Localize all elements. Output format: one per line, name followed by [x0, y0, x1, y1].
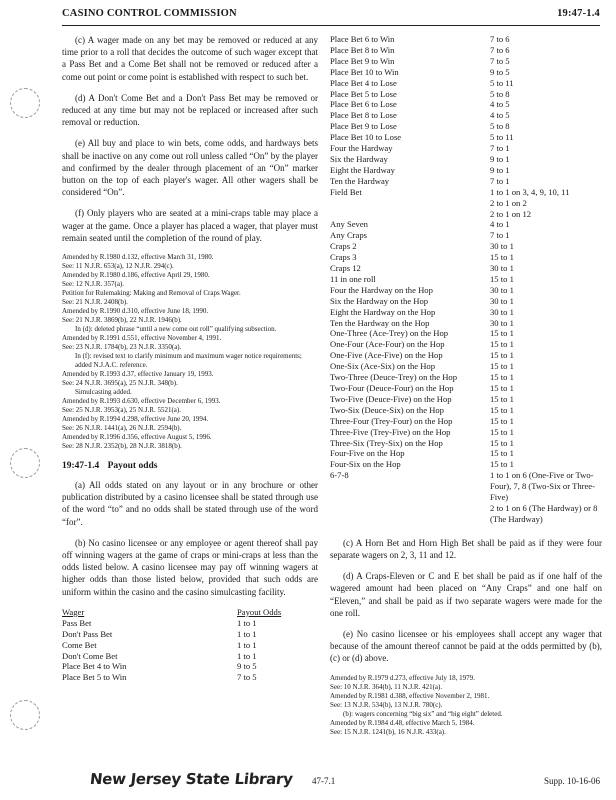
odds-cell [490, 307, 602, 318]
odds-line: 15 to 1 [490, 372, 514, 383]
odds-line: 30 to 1 [490, 317, 514, 328]
history-note: Amended by R.1980 d.132, effective March 31, 1980. [62, 253, 214, 262]
odds-cell [490, 143, 602, 154]
odds-line: 7 to 1 [490, 175, 510, 186]
odds-line: 5 to 8 [490, 121, 510, 132]
odds-row [330, 296, 602, 307]
odds-line: 5 to 11 [490, 132, 514, 143]
wager-cell: Craps 3 [330, 252, 357, 263]
wager-cell: Four the Hardway [330, 143, 393, 154]
odds-line: 4 to 5 [490, 110, 510, 121]
history-note: Amended by R.1994 d.298, effective June 20, 1994. [62, 415, 209, 424]
wager-cell: Two-Three (Deuce-Trey) on the Hop [330, 372, 457, 383]
odds-line: 15 to 1 [490, 350, 514, 361]
wager-cell: Four-Six on the Hop [330, 459, 401, 470]
header-payout-odds: Payout Odds [237, 606, 282, 617]
odds-row [330, 165, 602, 176]
wager-cell: Place Bet 4 to Lose [330, 77, 397, 88]
binder-holes [10, 0, 40, 800]
wager-cell: Place Bet 6 to Win [330, 34, 395, 44]
odds-row [330, 110, 602, 121]
left-column [62, 34, 318, 683]
paragraph: (c) A Horn Bet and Horn High Bet shall be paid as if they were four separate wagers on 2, 3, 11 and 12. [330, 537, 602, 560]
wager-cell: One-Three (Ace-Trey) on the Hop [330, 328, 449, 339]
odds-line: 15 to 1 [490, 252, 514, 263]
odds-cell [237, 640, 281, 651]
odds-row [62, 640, 281, 651]
paragraph: (a) All odds stated on any layout or in any brochure or other publication distributed by a casino licensee shall be stated through use of the word “to” and no odds shall be stated through use of the word “for”. [62, 480, 318, 527]
history-note: Simulcasting added. [75, 388, 132, 397]
history-note: See: 23 N.J.R. 1784(b), 23 N.J.R. 3350(a). [62, 343, 182, 352]
odds-cell [237, 629, 281, 640]
odds-line: 1 to 1 on 3, 4, 9, 10, 11 [490, 186, 570, 197]
odds-line: 1 to 1 [237, 639, 257, 650]
wager-cell: Place Bet 8 to Lose [330, 110, 397, 121]
odds-line: 7 to 5 [490, 55, 510, 66]
wager-cell: Six the Hardway [330, 153, 388, 164]
section-paragraphs [62, 479, 318, 598]
wager-cell: Pass Bet [62, 617, 92, 628]
odds-line: 15 to 1 [490, 383, 514, 393]
wager-cell: Field Bet [330, 186, 362, 197]
odds-cell [490, 339, 602, 350]
odds-cell [490, 274, 602, 285]
history-note: Amended by R.1996 d.356, effective August 5, 1996. [62, 433, 212, 442]
wager-cell: One-Six (Ace-Six) on the Hop [330, 361, 436, 372]
odds-line: 9 to 5 [237, 661, 257, 672]
page-number: 47-7.1 [312, 776, 336, 786]
odds-line: 2 to 1 on 12 [490, 208, 532, 219]
odds-cell [237, 618, 281, 629]
history-note: See: 28 N.J.R. 2352(b), 28 N.J.R. 3818(b). [62, 442, 182, 451]
odds-cell [490, 241, 602, 252]
odds-line: 15 to 1 [490, 328, 514, 339]
history-note: Amended by R.1990 d.310, effective June 18, 1990. [62, 307, 209, 316]
wager-cell: Place Bet 10 to Lose [330, 132, 402, 143]
odds-row [330, 470, 602, 525]
odds-row [62, 672, 281, 683]
wager-cell: Four-Five on the Hop [330, 448, 405, 459]
odds-row [330, 143, 602, 154]
wager-cell: Place Bet 8 to Win [330, 44, 395, 55]
wager-cell: Place Bet 10 to Win [330, 66, 399, 77]
odds-row [330, 328, 602, 339]
odds-cell [490, 219, 602, 230]
wager-cell: 11 in one roll [330, 273, 376, 284]
odds-line: 30 to 1 [490, 295, 514, 306]
wager-cell: Two-Five (Deuce-Five) on the Hop [330, 393, 452, 404]
odds-cell [490, 67, 602, 78]
odds-cell [490, 459, 602, 470]
odds-row [330, 45, 602, 56]
wager-cell: Craps 2 [330, 241, 357, 252]
paragraph: (e) All buy and place to win bets, come odds, and hardways bets shall be inactive on any come out roll unless called “On” by the player and confirmed by the dealer through placement of an “On” marker button on the top of each player's wager. All other wagers shall be considered “On”. [62, 138, 318, 198]
wager-cell: Come Bet [62, 639, 97, 650]
odds-row [330, 285, 602, 296]
right-paragraphs [330, 537, 602, 665]
binder-hole [10, 448, 40, 478]
odds-cell [237, 661, 281, 672]
history-note: In (f): revised text to clarify minimum and maximum wager notice requirements; added N.J.A.C. reference. [75, 352, 302, 370]
wager-cell: Eight the Hardway on the Hop [330, 306, 436, 317]
wager-cell: Eight the Hardway [330, 164, 395, 175]
wager-cell: One-Four (Ace-Four) on the Hop [330, 339, 445, 350]
odds-line: 2 to 1 on 6 (The Hardway) or 8 (The Hardway) [490, 502, 598, 524]
odds-cell [490, 372, 602, 383]
odds-line: 7 to 5 [237, 672, 257, 683]
header-rule [62, 25, 600, 26]
odds-line: 5 to 11 [490, 77, 514, 88]
odds-row [330, 219, 602, 230]
supplement-date: Supp. 10-16-06 [544, 776, 600, 786]
odds-row [330, 121, 602, 132]
odds-cell [490, 350, 602, 361]
odds-line: 9 to 1 [490, 164, 510, 175]
section-heading [62, 461, 318, 471]
odds-line: 15 to 1 [490, 415, 514, 426]
odds-row [62, 618, 281, 629]
odds-line: 7 to 1 [490, 143, 510, 154]
history-note: Amended by R.1984 d.48, effective March 5, 1984. [330, 718, 475, 727]
odds-row [330, 230, 602, 241]
odds-line: 9 to 5 [490, 66, 510, 77]
odds-line: 7 to 1 [490, 230, 510, 241]
header-section-ref: 19:47-1.4 [557, 8, 600, 19]
odds-line: 15 to 1 [490, 448, 514, 459]
odds-table-continued [330, 34, 602, 525]
odds-row [330, 448, 602, 459]
left-history-notes [62, 253, 318, 451]
odds-row [330, 263, 602, 274]
odds-row [62, 629, 281, 640]
odds-cell [490, 34, 602, 45]
wager-cell: Don't Come Bet [62, 650, 118, 661]
library-stamp: New Jersey State Library [89, 770, 294, 788]
wager-cell: Two-Six (Deuce-Six) on the Hop [330, 404, 444, 415]
odds-line: 30 to 1 [490, 263, 514, 274]
odds-row [330, 405, 602, 416]
page-footer [62, 770, 600, 794]
history-note: Petition for Rulemaking: Making and Removal of Craps Wager. [62, 289, 241, 298]
odds-cell [490, 470, 602, 525]
binder-hole [10, 88, 40, 118]
odds-cell [490, 56, 602, 67]
history-note: See: 21 N.J.R. 3869(b), 22 N.J.R. 1946(b). [62, 316, 182, 325]
odds-row [330, 34, 602, 45]
odds-line: 1 to 1 on 6 (One-Five or Two-Four), 7, 8 (Two-Six or Three-Five) [490, 470, 595, 503]
history-note: See: 13 N.J.R. 534(b), 13 N.J.R. 780(c). [330, 700, 443, 709]
wager-cell: Any Craps [330, 230, 367, 241]
odds-row [330, 89, 602, 100]
wager-cell: Any Seven [330, 219, 368, 230]
odds-row [330, 372, 602, 383]
odds-cell [490, 318, 602, 329]
odds-cell [490, 361, 602, 372]
section-number: 19:47-1.4 [62, 461, 100, 472]
header-title: CASINO CONTROL COMMISSION [62, 8, 237, 19]
odds-table-header [62, 607, 281, 618]
odds-row [330, 154, 602, 165]
odds-cell [490, 230, 602, 241]
odds-line: 30 to 1 [490, 284, 514, 295]
odds-row [330, 252, 602, 263]
history-note: See: 26 N.J.R. 1441(a), 26 N.J.R. 2594(b). [62, 424, 182, 433]
odds-row [62, 651, 281, 662]
odds-line: 7 to 6 [490, 34, 510, 44]
wager-cell: Place Bet 4 to Win [62, 661, 127, 672]
odds-cell [490, 99, 602, 110]
paragraph: (b) No casino licensee or any employee or agent thereof shall pay off winning wagers at the game of craps or mini-craps at less than the odds listed below. A casino licensee may pay off winning wagers at higher odds than those listed below, provided that such odds are uniform within the casino and the casino simulcasting facility. [62, 537, 318, 597]
odds-cell [237, 651, 281, 662]
header-wager: Wager [62, 606, 85, 617]
odds-line: 15 to 1 [490, 361, 514, 372]
history-note: Amended by R.1993 d.37, effective January 19, 1993. [62, 370, 214, 379]
paragraph: (e) No casino licensee or his employees shall accept any wager that because of the amount thereof cannot be paid at the odds permitted by (b), (c) or (d) above. [330, 629, 602, 664]
odds-line: 30 to 1 [490, 306, 514, 317]
wager-cell: Ten the Hardway on the Hop [330, 317, 430, 328]
history-note: Amended by R.1981 d.388, effective November 2, 1981. [330, 691, 490, 700]
wager-cell: Four the Hardway on the Hop [330, 284, 433, 295]
odds-row [330, 350, 602, 361]
odds-line: 4 to 5 [490, 99, 510, 110]
odds-cell [490, 45, 602, 56]
odds-row [62, 661, 281, 672]
odds-row [330, 56, 602, 67]
odds-line: 9 to 1 [490, 153, 510, 164]
wager-cell: Three-Six (Trey-Six) on the Hop [330, 437, 443, 448]
right-column [330, 34, 602, 747]
odds-row [330, 438, 602, 449]
wager-cell: Don't Pass Bet [62, 628, 113, 639]
odds-cell [490, 78, 602, 89]
odds-row [330, 339, 602, 350]
paragraph: (c) A wager made on any bet may be removed or reduced at any time prior to a roll that decides the outcome of such wager except that a Pass Bet and a Come Bet shall not be removed or reduced after a come out point or come point is established with respect to such bet. [62, 35, 318, 82]
odds-line: 15 to 1 [490, 393, 514, 404]
odds-cell [490, 383, 602, 394]
history-note: See: 12 N.J.R. 357(a). [62, 280, 125, 289]
odds-line: 2 to 1 on 2 [490, 197, 527, 208]
odds-line: 1 to 1 [237, 628, 257, 639]
odds-cell [490, 296, 602, 307]
wager-cell: Place Bet 5 to Win [62, 672, 127, 683]
odds-cell [237, 672, 281, 683]
history-note: See: 24 N.J.R. 3695(a), 25 N.J.R. 348(b). [62, 379, 178, 388]
odds-cell [490, 154, 602, 165]
wager-cell: Place Bet 9 to Lose [330, 121, 397, 132]
wager-cell: Place Bet 6 to Lose [330, 99, 397, 110]
history-note: Amended by R.1993 d.630, effective December 6, 1993. [62, 397, 221, 406]
odds-row [330, 99, 602, 110]
odds-cell [490, 448, 602, 459]
odds-cell [490, 132, 602, 143]
odds-row [330, 176, 602, 187]
running-header [62, 8, 600, 24]
right-history-notes [330, 674, 602, 737]
odds-cell [490, 176, 602, 187]
wager-cell: Two-Four (Deuce-Four) on the Hop [330, 383, 454, 393]
odds-line: 15 to 1 [490, 339, 514, 350]
wager-cell: Ten the Hardway [330, 175, 390, 186]
odds-cell [490, 438, 602, 449]
odds-cell [490, 187, 602, 220]
odds-cell [490, 263, 602, 274]
odds-line: 5 to 8 [490, 88, 510, 99]
odds-row [330, 383, 602, 394]
section-title: Payout odds [107, 461, 158, 472]
odds-line: 4 to 1 [490, 219, 510, 230]
wager-cell: Craps 12 [330, 263, 361, 274]
odds-line: 15 to 1 [490, 437, 514, 448]
history-note: See: 21 N.J.R. 2408(b). [62, 298, 128, 307]
odds-line: 15 to 1 [490, 273, 514, 284]
binder-hole [10, 700, 40, 730]
odds-line: 30 to 1 [490, 241, 514, 252]
history-note: Amended by R.1991 d.551, effective November 4, 1991. [62, 334, 222, 343]
history-note: In (d): deleted phrase “until a new come out roll” qualifying subsection. [75, 325, 277, 334]
paragraph: (f) Only players who are seated at a mini-craps table may place a wager at the game. Once a player has placed a wager, that player must remain seated until the completion of the round of play. [62, 208, 318, 243]
wager-cell: One-Five (Ace-Five) on the Hop [330, 350, 443, 361]
history-note: See: 25 N.J.R. 3953(a), 25 N.J.R. 5521(a). [62, 406, 181, 415]
wager-cell: Three-Five (Trey-Five) on the Hop [330, 426, 451, 437]
odds-line: 15 to 1 [490, 404, 514, 415]
history-note: (b): wagers concerning “big six” and “big eight” deleted. [343, 709, 503, 718]
odds-cell [490, 121, 602, 132]
wager-cell: Six the Hardway on the Hop [330, 295, 429, 306]
odds-line: 1 to 1 [237, 650, 257, 661]
odds-line: 15 to 1 [490, 459, 514, 470]
history-note: See: 11 N.J.R. 653(a), 12 N.J.R. 294(c). [62, 262, 174, 271]
odds-cell [490, 89, 602, 100]
history-note: See: 10 N.J.R. 364(b), 11 N.J.R. 421(a). [330, 682, 443, 691]
odds-row [330, 394, 602, 405]
odds-table [62, 607, 281, 683]
odds-line: 7 to 6 [490, 44, 510, 55]
history-note: Amended by R.1980 d.186, effective April 29, 1980. [62, 271, 210, 280]
odds-row [330, 416, 602, 427]
odds-row [330, 187, 602, 220]
odds-row [330, 318, 602, 329]
odds-line: 1 to 1 [237, 617, 257, 628]
odds-cell [490, 328, 602, 339]
wager-cell: Place Bet 5 to Lose [330, 88, 397, 99]
odds-row [330, 67, 602, 78]
wager-cell: Three-Four (Trey-Four) on the Hop [330, 415, 453, 426]
odds-cell [490, 252, 602, 263]
odds-line: 15 to 1 [490, 426, 514, 437]
wager-cell: Place Bet 9 to Win [330, 55, 395, 66]
odds-row [330, 132, 602, 143]
odds-row [330, 307, 602, 318]
odds-row [330, 427, 602, 438]
odds-row [330, 241, 602, 252]
odds-row [330, 78, 602, 89]
odds-cell [490, 394, 602, 405]
odds-cell [490, 110, 602, 121]
paragraph: (d) A Don't Come Bet and a Don't Pass Bet may be removed or reduced at any time but may not be replaced or increased after such removal or reduction. [62, 92, 318, 128]
odds-cell [490, 427, 602, 438]
history-note: See: 15 N.J.R. 1241(b), 16 N.J.R. 433(a). [330, 727, 446, 736]
odds-cell [490, 416, 602, 427]
history-note: Amended by R.1979 d.273, effective July 18, 1979. [330, 673, 475, 682]
odds-row [330, 274, 602, 285]
odds-cell [490, 285, 602, 296]
paragraph: (d) A Craps-Eleven or C and E bet shall be paid as if one half of the wagered amount had been placed on “Any Craps” and one half on “Eleven,” and shall be paid as if two separate wagers were made for the one roll. [330, 571, 602, 618]
odds-cell [490, 165, 602, 176]
wager-cell: 6-7-8 [330, 470, 349, 481]
odds-row [330, 361, 602, 372]
odds-cell [490, 405, 602, 416]
left-paragraphs [62, 34, 318, 244]
odds-row [330, 459, 602, 470]
